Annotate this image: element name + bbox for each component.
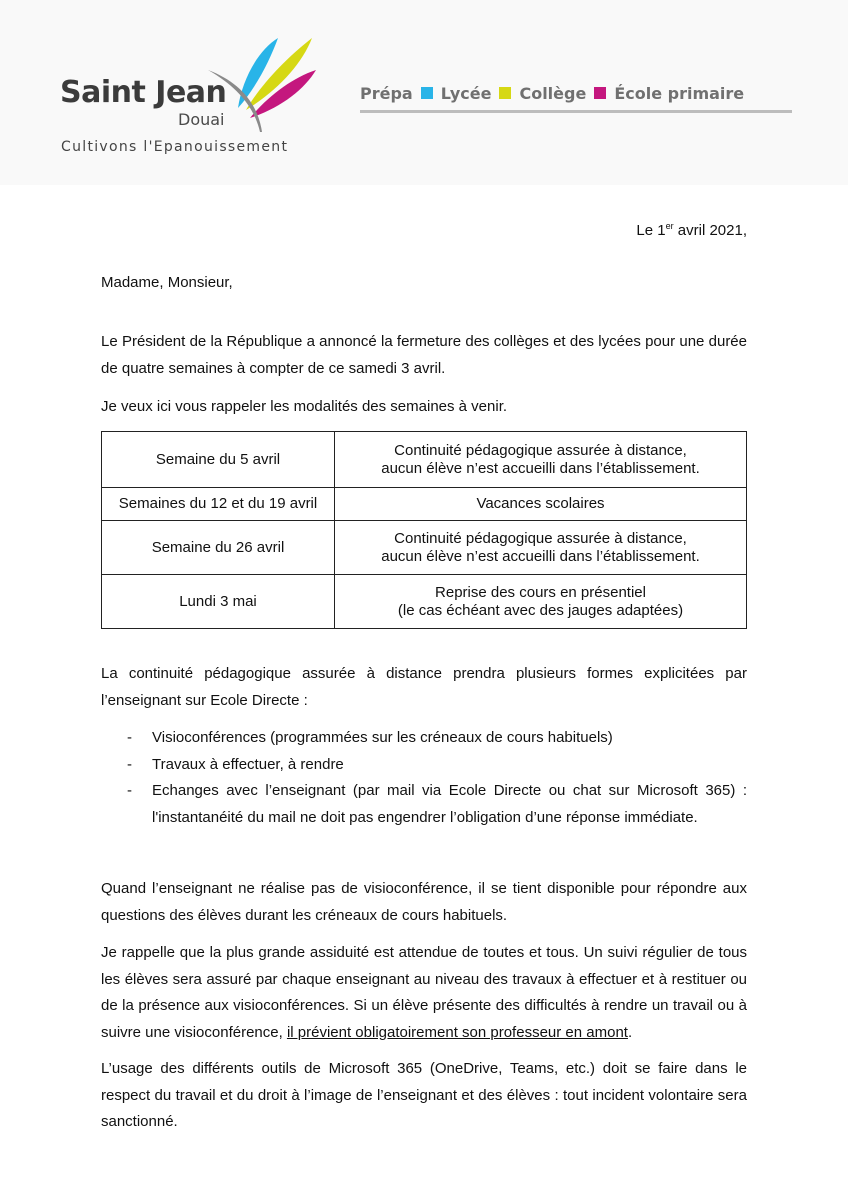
table-row <box>102 432 747 488</box>
tools-paragraph: L’usage des différents outils de Microsoft 365 (OneDrive, Teams, etc.) doit se faire dans le respect du travail et du droit à l’image de l’enseignant et des élèves : tout incident volontaire sera sanctionné. <box>101 1060 747 1130</box>
availability-paragraph: Quand l’enseignant ne réalise pas de visioconférence, il se tient disponible pour répondre aux questions des élèves durant les créneaux de cours habituels. <box>101 880 747 924</box>
schedule-table <box>101 431 747 629</box>
reminder-paragraph: Je veux ici vous rappeler les modalités des semaines à venir. <box>101 398 508 415</box>
table-row <box>102 488 747 521</box>
schedule-period: Semaine du 5 avril <box>102 432 335 488</box>
level-square-icon <box>499 87 511 99</box>
schedule-detail: Vacances scolaires <box>335 488 747 521</box>
level-prepa: Prépa <box>360 83 413 103</box>
underlined-requirement: il prévient obligatoirement son professeur en amont <box>286 1023 628 1041</box>
logo-tagline: Cultivons l'Epanouissement <box>61 139 289 155</box>
list-item: - Visioconférences (programmées sur les créneaux de cours habituels) <box>127 729 613 746</box>
level-square-icon <box>594 87 606 99</box>
schedule-detail: Reprise des cours en présentiel (le cas échéant avec des jauges adaptées) <box>335 575 747 629</box>
header-rule <box>360 110 792 113</box>
level-ecole-primaire: École primaire <box>614 83 745 103</box>
schedule-period: Lundi 3 mai <box>102 575 335 629</box>
continuity-paragraph: La continuité pédagogique assurée à distance prendra plusieurs formes explicitées par l’enseignant sur Ecole Directe : <box>101 665 747 709</box>
schedule-period: Semaines du 12 et du 19 avril <box>102 488 335 521</box>
schedule-period: Semaine du 26 avril <box>102 521 335 575</box>
intro-paragraph: Le Président de la République a annoncé la fermeture des collèges et des lycées pour une durée de quatre semaines à compter de ce samedi 3 avril. <box>101 333 747 377</box>
level-square-icon <box>421 87 433 99</box>
logo-name: Saint Jean <box>60 75 227 110</box>
list-item: - Echanges avec l’enseignant (par mail via Ecole Directe ou chat sur Microsoft 365) : l'instantanéité du mail ne doit pas engendrer l’obligation d’une réponse immédiate. <box>127 782 747 826</box>
school-levels <box>360 82 744 104</box>
salutation: Madame, Monsieur, <box>101 274 233 291</box>
table-row <box>102 521 747 575</box>
level-lycee: Lycée <box>440 83 492 103</box>
schedule-detail: Continuité pédagogique assurée à distance, aucun élève n’est accueilli dans l’établissement. <box>335 521 747 575</box>
level-college: Collège <box>519 83 587 103</box>
assiduity-paragraph: Je rappelle que la plus grande assiduité est attendue de toutes et tous. Un suivi régulier de tous les élèves sera assuré par chaque enseignant au niveau des travaux à effectuer et à restituer ou de la présence aux visioconférences. Si un élève présente des difficultés à rendre un travail ou à suivre une visioconférence, il prévient obligatoirement son professeur en amont. <box>101 944 747 1041</box>
list-item: - Travaux à effectuer, à rendre <box>127 755 344 773</box>
schedule-detail: Continuité pédagogique assurée à distance, aucun élève n’est accueilli dans l’établissement. <box>335 432 747 488</box>
table-row <box>102 575 747 629</box>
letter-date: Le 1er avril 2021, <box>636 221 747 239</box>
logo-city: Douai <box>178 110 225 129</box>
continuity-list <box>101 725 747 831</box>
